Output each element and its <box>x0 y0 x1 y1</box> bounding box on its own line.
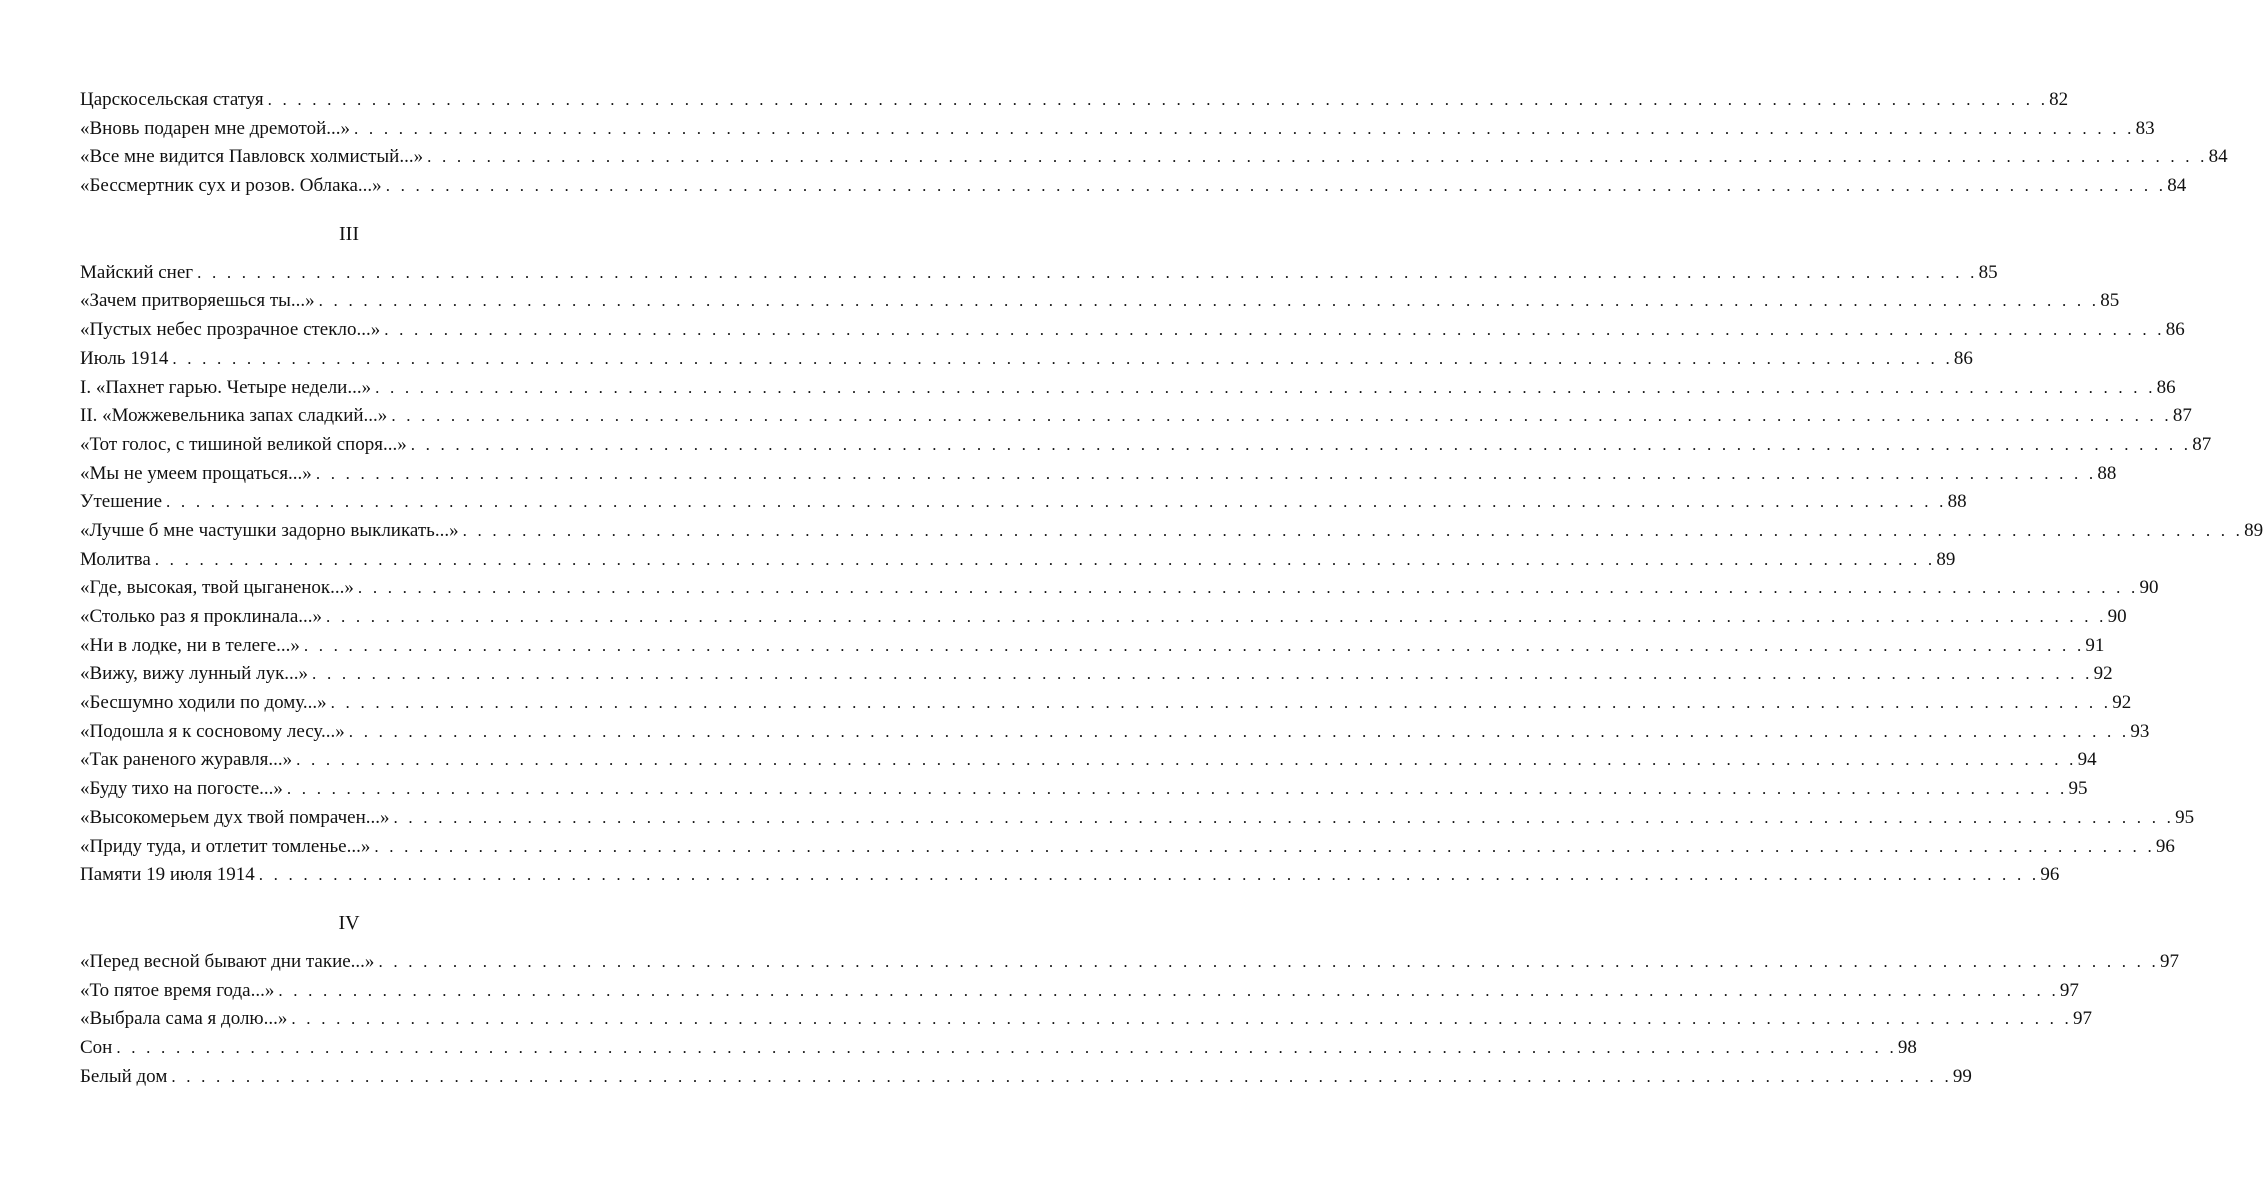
toc-entry <box>80 287 2120 316</box>
toc-entry <box>80 345 1973 374</box>
toc-entry-page-number: 89 <box>1936 548 1956 570</box>
toc-entry-title: «Лучше б мне частушки задорно выкликать...» <box>80 519 459 541</box>
toc-entry-page-number: 84 <box>2167 175 2187 197</box>
toc-entry-title: I. «Пахнет гарью. Четыре недели...» <box>80 376 372 398</box>
dot-leader: . . . . . . . . . . . . . . . . . . . . . . . . . . . . . . . . . . . . . . . . . . . . . . . . . . . . . . . . . . . . . . . . . . . . . . . . . . . . . . . . . . . . . . . . . . . . . . . . . . . . . . . . . . . . . . . . . . . . . . . . <box>391 406 2172 426</box>
toc-entry-page-number: 96 <box>2040 864 2060 886</box>
toc-entry <box>80 86 2069 115</box>
toc-entry <box>80 775 2088 804</box>
toc-entry <box>80 488 1967 517</box>
toc-entry <box>80 660 2113 689</box>
toc-entry-title: Белый дом <box>80 1065 168 1087</box>
dot-leader: . . . . . . . . . . . . . . . . . . . . . . . . . . . . . . . . . . . . . . . . . . . . . . . . . . . . . . . . . . . . . . . . . . . . . . . . . . . . . . . . . . . . . . . . . . . . . . . . . . . . . . . . . . . . . . . . . . . . . . . . <box>116 1037 1897 1057</box>
dot-leader: . . . . . . . . . . . . . . . . . . . . . . . . . . . . . . . . . . . . . . . . . . . . . . . . . . . . . . . . . . . . . . . . . . . . . . . . . . . . . . . . . . . . . . . . . . . . . . . . . . . . . . . . . . . . . . . . . . . . . . . . <box>286 779 2068 799</box>
toc-entry-title: «Перед весной бывают дни такие...» <box>80 950 375 972</box>
dot-leader: . . . . . . . . . . . . . . . . . . . . . . . . . . . . . . . . . . . . . . . . . . . . . . . . . . . . . . . . . . . . . . . . . . . . . . . . . . . . . . . . . . . . . . . . . . . . . . . . . . . . . . . . . . . . . . . . . . . . . . . . <box>354 118 2135 138</box>
toc-entry-title: «Подошла я к сосновому лесу...» <box>80 720 345 742</box>
toc-entry <box>80 115 2155 144</box>
dot-leader: . . . . . . . . . . . . . . . . . . . . . . . . . . . . . . . . . . . . . . . . . . . . . . . . . . . . . . . . . . . . . . . . . . . . . . . . . . . . . . . . . . . . . . . . . . . . . . . . . . . . . . . . . . . . . . . . . . . . . . . . <box>357 578 2139 598</box>
toc-entry-title: Июль 1914 <box>80 347 169 369</box>
dot-leader: . . . . . . . . . . . . . . . . . . . . . . . . . . . . . . . . . . . . . . . . . . . . . . . . . . . . . . . . . . . . . . . . . . . . . . . . . . . . . . . . . . . . . . . . . . . . . . . . . . . . . . . . . . . . . . . . . . . . . . . . <box>296 750 2077 770</box>
toc-entry-title: «Бессмертник сух и розов. Облака...» <box>80 175 382 197</box>
toc-entry <box>80 689 2132 718</box>
toc-entry-title: «Зачем притворяешься ты...» <box>80 290 315 312</box>
toc-entry <box>80 632 2105 661</box>
toc-entry-page-number: 82 <box>2049 89 2069 110</box>
toc-entry-page-number: 84 <box>2208 146 2228 168</box>
toc-entry-page-number: 87 <box>2172 405 2192 427</box>
dot-leader: . . . . . . . . . . . . . . . . . . . . . . . . . . . . . . . . . . . . . . . . . . . . . . . . . . . . . . . . . . . . . . . . . . . . . . . . . . . . . . . . . . . . . . . . . . . . . . . . . . . . . . . . . . . . . . . . . . . . . . . . <box>384 320 2165 340</box>
toc-entry-title: «Все мне видится Павловск холмистый...» <box>80 146 424 168</box>
toc-entry <box>80 1005 2092 1034</box>
toc-entry-page-number: 98 <box>1897 1036 1917 1058</box>
toc-entry-page-number: 86 <box>2156 376 2176 398</box>
toc-entry <box>80 977 2079 1006</box>
toc-entry-page-number: 87 <box>2192 433 2212 455</box>
dot-leader: . . . . . . . . . . . . . . . . . . . . . . . . . . . . . . . . . . . . . . . . . . . . . . . . . . . . . . . . . . . . . . . . . . . . . . . . . . . . . . . . . . . . . . . . . . . . . . . . . . . . . . . . . . . . . . . . . . . . . . . . <box>154 549 1936 569</box>
toc-entry-title: «Вижу, вижу лунный лук...» <box>80 663 309 685</box>
toc-entry-page-number: 99 <box>1952 1065 1972 1087</box>
toc-entry-page-number: 90 <box>2107 606 2127 627</box>
toc-entry <box>80 718 2150 747</box>
dot-leader: . . . . . . . . . . . . . . . . . . . . . . . . . . . . . . . . . . . . . . . . . . . . . . . . . . . . . . . . . . . . . . . . . . . . . . . . . . . . . . . . . . . . . . . . . . . . . . . . . . . . . . . . . . . . . . . . . . . . . . . . <box>303 635 2085 655</box>
toc-entry <box>80 431 2212 460</box>
toc-entry <box>80 1063 1972 1092</box>
dot-leader: . . . . . . . . . . . . . . . . . . . . . . . . . . . . . . . . . . . . . . . . . . . . . . . . . . . . . . . . . . . . . . . . . . . . . . . . . . . . . . . . . . . . . . . . . . . . . . . . . . . . . . . . . . . . . . . . . . . . . . . . <box>348 721 2130 741</box>
toc-entry-title: Молитва <box>80 548 151 570</box>
section-heading: IV <box>338 911 360 934</box>
toc-entry <box>80 833 2175 862</box>
toc-entry-title: «Бесшумно ходили по дому...» <box>80 692 327 714</box>
dot-leader: . . . . . . . . . . . . . . . . . . . . . . . . . . . . . . . . . . . . . . . . . . . . . . . . . . . . . . . . . . . . . . . . . . . . . . . . . . . . . . . . . . . . . . . . . . . . . . . . . . . . . . . . . . . . . . . . . . . . . . . . <box>171 1066 1952 1086</box>
toc-entry-title: «Столько раз я проклинала...» <box>80 606 323 627</box>
toc-entry <box>80 603 2127 632</box>
toc-entry-page-number: 88 <box>1947 491 1967 513</box>
dot-leader: . . . . . . . . . . . . . . . . . . . . . . . . . . . . . . . . . . . . . . . . . . . . . . . . . . . . . . . . . . . . . . . . . . . . . . . . . . . . . . . . . . . . . . . . . . . . . . . . . . . . . . . . . . . . . . . . . . . . . . . . <box>374 836 2155 856</box>
toc-entry-page-number: 97 <box>2059 979 2079 1001</box>
toc-entry-page-number: 92 <box>2093 663 2113 685</box>
toc-entry <box>80 316 2185 345</box>
toc-entry-title: «Выбрала сама я долю...» <box>80 1008 288 1030</box>
dot-leader: . . . . . . . . . . . . . . . . . . . . . . . . . . . . . . . . . . . . . . . . . . . . . . . . . . . . . . . . . . . . . . . . . . . . . . . . . . . . . . . . . . . . . . . . . . . . . . . . . . . . . . . . . . . . . . . . . . . . . . . . <box>278 980 2059 1000</box>
toc-entry-title: «Высокомерьем дух твой помрачен...» <box>80 806 390 828</box>
section-heading: III <box>339 222 359 245</box>
toc-entry-page-number: 91 <box>2085 634 2105 656</box>
toc-entry <box>80 861 2060 890</box>
toc-entry <box>80 259 1998 288</box>
toc-entry-page-number: 88 <box>2097 462 2117 484</box>
toc-entry-title: Майский снег <box>80 261 194 283</box>
toc-entry <box>80 574 2159 603</box>
toc-entry-title: «Приду туда, и отлетит томленье...» <box>80 835 371 857</box>
toc-entry-page-number: 85 <box>2100 290 2120 312</box>
toc-entry-title: «Так раненого журавля...» <box>80 749 293 771</box>
dot-leader: . . . . . . . . . . . . . . . . . . . . . . . . . . . . . . . . . . . . . . . . . . . . . . . . . . . . . . . . . . . . . . . . . . . . . . . . . . . . . . . . . . . . . . . . . . . . . . . . . . . . . . . . . . . . . . . . . . . . . . . . <box>462 520 2244 540</box>
toc-entry <box>80 746 2097 775</box>
toc-entry-title: Сон <box>80 1036 113 1058</box>
dot-leader: . . . . . . . . . . . . . . . . . . . . . . . . . . . . . . . . . . . . . . . . . . . . . . . . . . . . . . . . . . . . . . . . . . . . . . . . . . . . . . . . . . . . . . . . . . . . . . . . . . . . . . . . . . . . . . . . . . . . . . . . <box>315 463 2097 483</box>
toc-entry <box>80 402 2192 431</box>
toc-entry <box>80 517 2263 546</box>
toc-entry-page-number: 97 <box>2072 1008 2092 1030</box>
dot-leader: . . . . . . . . . . . . . . . . . . . . . . . . . . . . . . . . . . . . . . . . . . . . . . . . . . . . . . . . . . . . . . . . . . . . . . . . . . . . . . . . . . . . . . . . . . . . . . . . . . . . . . . . . . . . . . . . . . . . . . . . <box>166 492 1947 512</box>
toc-entry-title: «Пустых небес прозрачное стекло...» <box>80 319 381 341</box>
dot-leader: . . . . . . . . . . . . . . . . . . . . . . . . . . . . . . . . . . . . . . . . . . . . . . . . . . . . . . . . . . . . . . . . . . . . . . . . . . . . . . . . . . . . . . . . . . . . . . . . . . . . . . . . . . . . . . . . . . . . . . . . <box>291 1009 2072 1029</box>
toc-entry <box>80 546 1956 575</box>
toc-entry-title: II. «Можжевельника запах сладкий...» <box>80 405 388 427</box>
toc-entry <box>80 374 2176 403</box>
toc-entry-title: «То пятое время года...» <box>80 979 275 1001</box>
dot-leader: . . . . . . . . . . . . . . . . . . . . . . . . . . . . . . . . . . . . . . . . . . . . . . . . . . . . . . . . . . . . . . . . . . . . . . . . . . . . . . . . . . . . . . . . . . . . . . . . . . . . . . . . . . . . . . . . . . . . . . . . <box>172 348 1953 368</box>
dot-leader: . . . . . . . . . . . . . . . . . . . . . . . . . . . . . . . . . . . . . . . . . . . . . . . . . . . . . . . . . . . . . . . . . . . . . . . . . . . . . . . . . . . . . . . . . . . . . . . . . . . . . . . . . . . . . . . . . . . . . . . . <box>318 291 2100 311</box>
toc-entry-page-number: 94 <box>2077 749 2097 771</box>
toc-entry-title: «Вновь подарен мне дремотой...» <box>80 117 351 139</box>
toc-entry-page-number: 93 <box>2130 720 2150 742</box>
toc-entry-page-number: 86 <box>2165 319 2185 341</box>
toc-entry-page-number: 89 <box>2244 519 2263 541</box>
toc-entry-title: Утешение <box>80 491 163 513</box>
toc-entry-page-number: 92 <box>2112 692 2132 714</box>
toc-entry-title: «Где, высокая, твой цыганенок...» <box>80 577 354 599</box>
dot-leader: . . . . . . . . . . . . . . . . . . . . . . . . . . . . . . . . . . . . . . . . . . . . . . . . . . . . . . . . . . . . . . . . . . . . . . . . . . . . . . . . . . . . . . . . . . . . . . . . . . . . . . . . . . . . . . . . . . . . . . . . <box>375 377 2156 397</box>
toc-entry-page-number: 96 <box>2155 835 2175 857</box>
toc-entry-page-number: 95 <box>2068 778 2088 800</box>
dot-leader: . . . . . . . . . . . . . . . . . . . . . . . . . . . . . . . . . . . . . . . . . . . . . . . . . . . . . . . . . . . . . . . . . . . . . . . . . . . . . . . . . . . . . . . . . . . . . . . . . . . . . . . . . . . . . . . . . . . . . . . . <box>197 262 1978 282</box>
toc-entry-page-number: 95 <box>2175 806 2195 828</box>
toc-entry-page-number: 85 <box>1978 261 1998 283</box>
dot-leader: . . . . . . . . . . . . . . . . . . . . . . . . . . . . . . . . . . . . . . . . . . . . . . . . . . . . . . . . . . . . . . . . . . . . . . . . . . . . . . . . . . . . . . . . . . . . . . . . . . . . . . . . . . . . . . . . . . . . . . . . <box>378 951 2159 971</box>
toc-entry-title: «Тот голос, с тишиной великой споря...» <box>80 433 407 455</box>
dot-leader: . . . . . . . . . . . . . . . . . . . . . . . . . . . . . . . . . . . . . . . . . . . . . . . . . . . . . . . . . . . . . . . . . . . . . . . . . . . . . . . . . . . . . . . . . . . . . . . . . . . . . . . . . . . . . . . . . . . . . . . . <box>330 693 2112 713</box>
toc-entry <box>80 948 2179 977</box>
toc-entry-title: Памяти 19 июля 1914 <box>80 864 255 886</box>
toc-entry <box>80 1034 1917 1063</box>
toc-entry-title: Царскосельская статуя <box>80 89 264 110</box>
dot-leader: . . . . . . . . . . . . . . . . . . . . . . . . . . . . . . . . . . . . . . . . . . . . . . . . . . . . . . . . . . . . . . . . . . . . . . . . . . . . . . . . . . . . . . . . . . . . . . . . . . . . . . . . . . . . . . . . . . . . . . . . <box>410 434 2192 454</box>
toc-entry-title: «Ни в лодке, ни в телеге...» <box>80 634 300 656</box>
dot-leader: . . . . . . . . . . . . . . . . . . . . . . . . . . . . . . . . . . . . . . . . . . . . . . . . . . . . . . . . . . . . . . . . . . . . . . . . . . . . . . . . . . . . . . . . . . . . . . . . . . . . . . . . . . . . . . . . . . . . . . . . <box>326 607 2107 626</box>
dot-leader: . . . . . . . . . . . . . . . . . . . . . . . . . . . . . . . . . . . . . . . . . . . . . . . . . . . . . . . . . . . . . . . . . . . . . . . . . . . . . . . . . . . . . . . . . . . . . . . . . . . . . . . . . . . . . . . . . . . . . . . . <box>258 865 2040 885</box>
toc-entry-page-number: 83 <box>2135 117 2155 139</box>
toc-entry-page-number: 86 <box>1953 347 1973 369</box>
toc-entry-title: «Мы не умеем прощаться...» <box>80 462 312 484</box>
toc-entry-title: «Буду тихо на погосте...» <box>80 778 283 800</box>
toc-entry <box>80 460 2117 489</box>
dot-leader: . . . . . . . . . . . . . . . . . . . . . . . . . . . . . . . . . . . . . . . . . . . . . . . . . . . . . . . . . . . . . . . . . . . . . . . . . . . . . . . . . . . . . . . . . . . . . . . . . . . . . . . . . . . . . . . . . . . . . . . . <box>427 147 2208 167</box>
toc-entry <box>80 143 2228 172</box>
toc-entry-page-number: 90 <box>2139 577 2159 599</box>
dot-leader: . . . . . . . . . . . . . . . . . . . . . . . . . . . . . . . . . . . . . . . . . . . . . . . . . . . . . . . . . . . . . . . . . . . . . . . . . . . . . . . . . . . . . . . . . . . . . . . . . . . . . . . . . . . . . . . . . . . . . . . . <box>393 807 2175 827</box>
toc-entry <box>80 172 2187 201</box>
table-of-contents <box>80 86 2263 1091</box>
dot-leader: . . . . . . . . . . . . . . . . . . . . . . . . . . . . . . . . . . . . . . . . . . . . . . . . . . . . . . . . . . . . . . . . . . . . . . . . . . . . . . . . . . . . . . . . . . . . . . . . . . . . . . . . . . . . . . . . . . . . . . . . <box>267 90 2049 109</box>
dot-leader: . . . . . . . . . . . . . . . . . . . . . . . . . . . . . . . . . . . . . . . . . . . . . . . . . . . . . . . . . . . . . . . . . . . . . . . . . . . . . . . . . . . . . . . . . . . . . . . . . . . . . . . . . . . . . . . . . . . . . . . . <box>385 176 2167 196</box>
toc-entry-page-number: 97 <box>2160 950 2179 972</box>
dot-leader: . . . . . . . . . . . . . . . . . . . . . . . . . . . . . . . . . . . . . . . . . . . . . . . . . . . . . . . . . . . . . . . . . . . . . . . . . . . . . . . . . . . . . . . . . . . . . . . . . . . . . . . . . . . . . . . . . . . . . . . . <box>312 664 2093 684</box>
toc-entry <box>80 804 2195 833</box>
